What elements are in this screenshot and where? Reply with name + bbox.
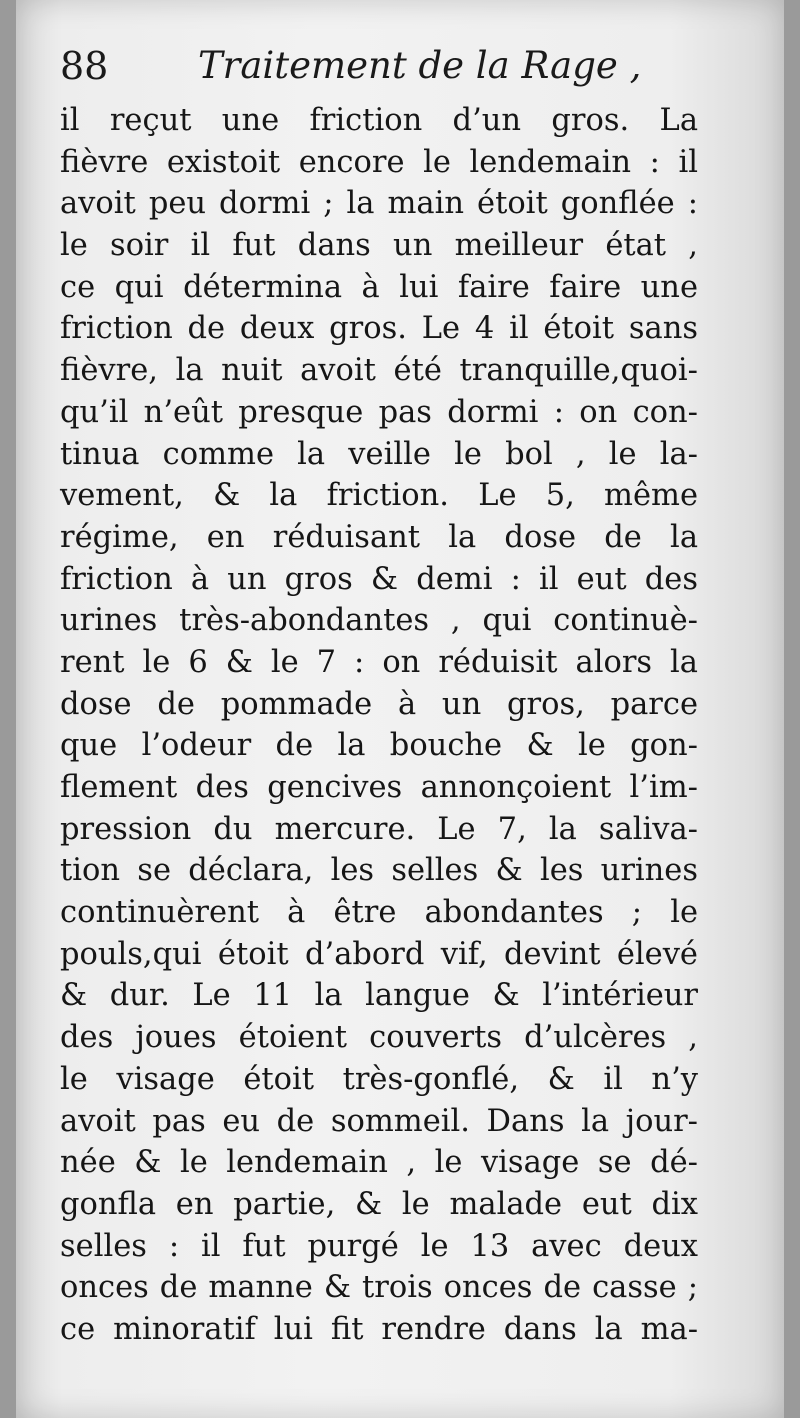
text-line: des joues étoient couverts d’ulcères ,: [60, 1020, 698, 1056]
text-line: flement des gencives annonçoient l’im-: [60, 770, 698, 805]
text-line: pouls,qui étoit d’abord vif, devint élevé: [60, 936, 698, 972]
text-line: il reçut une friction d’un gros. La: [60, 103, 698, 138]
text-line: pression du mercure. Le 7, la saliva-: [60, 811, 698, 847]
text-line: fièvre existoit encore le lendemain : il: [60, 144, 698, 180]
text-line: qu’il n’eût presque pas dormi : on con-: [60, 394, 698, 430]
text-line: & dur. Le 11 la langue & l’intérieur: [60, 978, 698, 1014]
book-page: [16, 0, 784, 1418]
text-line: dose de pommade à un gros, parce: [60, 686, 698, 722]
text-line: le soir il fut dans un meilleur état ,: [60, 228, 698, 264]
text-line: née & le lendemain , le visage se dé-: [60, 1145, 698, 1181]
body-text: [60, 100, 698, 1351]
text-line: fièvre, la nuit avoit été tranquille,quoi-: [60, 353, 698, 389]
text-line: selles : il fut purgé le 13 avec deux: [60, 1228, 698, 1264]
text-line: le visage étoit très-gonflé, & il n’y: [60, 1061, 698, 1097]
text-line: avoit peu dormi ; la main étoit gonflée :: [60, 186, 698, 222]
text-line: tinua comme la veille le bol , le la-: [60, 436, 698, 472]
text-line: onces de manne & trois onces de casse ;: [60, 1270, 698, 1306]
text-line: friction de deux gros. Le 4 il étoit sans: [60, 311, 698, 347]
text-line: gonfla en partie, & le malade eut dix: [60, 1186, 698, 1222]
text-line: ce qui détermina à lui faire faire une: [60, 269, 698, 305]
page-header: [60, 38, 700, 94]
running-title: Traitement de la Rage ,: [198, 44, 642, 87]
text-line: avoit pas eu de sommeil. Dans la jour-: [60, 1103, 698, 1139]
text-line: rent le 6 & le 7 : on réduisit alors la: [60, 644, 698, 680]
text-line: ce minoratif lui fit rendre dans la ma-: [60, 1311, 698, 1347]
text-line: régime, en réduisant la dose de la: [60, 519, 698, 555]
text-line: urines très-abondantes , qui continuè-: [60, 603, 698, 639]
page-number: 88: [60, 44, 109, 88]
text-line: friction à un gros & demi : il eut des: [60, 561, 698, 597]
text-line: que l’odeur de la bouche & le gon-: [60, 728, 698, 764]
text-line: tion se déclara, les selles & les urines: [60, 853, 698, 889]
text-line: vement, & la friction. Le 5, même: [60, 478, 698, 514]
text-line: continuèrent à être abondantes ; le: [60, 895, 698, 931]
